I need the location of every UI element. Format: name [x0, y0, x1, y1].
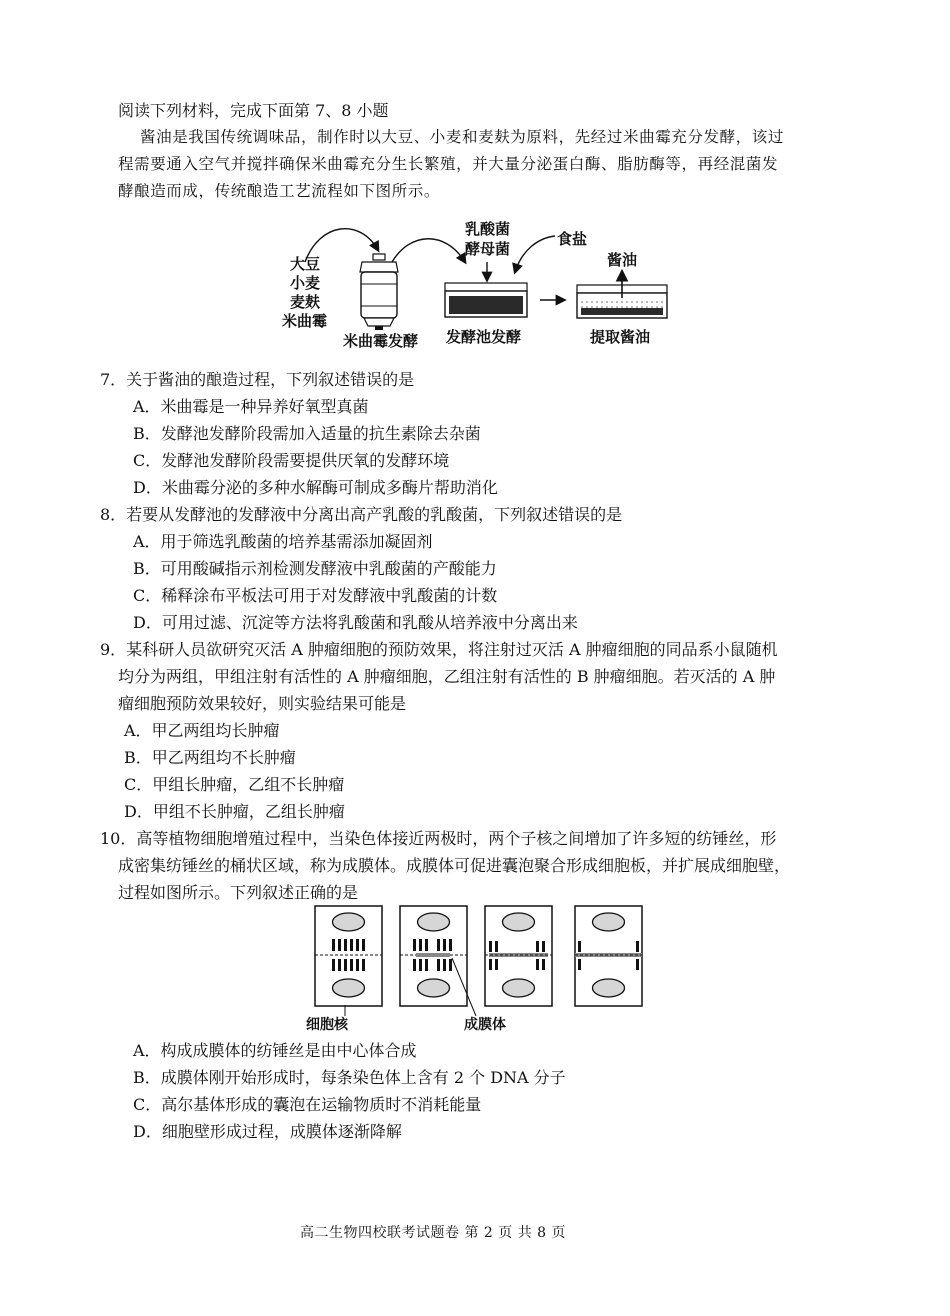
- ingredient-bran: 麦麸: [290, 293, 321, 311]
- q8-stem: 8．若要从发酵池的发酵液中分离出高产乳酸的乳酸菌，下列叙述错误的是: [100, 505, 623, 524]
- q10-option-c: C．高尔基体形成的囊泡在运输物质时不消耗能量: [133, 1095, 482, 1114]
- q9-stem-line-2: 均分为两组，甲组注射有活性的 A 肿瘤细胞，乙组注射有活性的 B 肿瘤细胞。若灭活的 A 肿: [118, 667, 776, 686]
- q8-option-c: C．稀释涂布平板法可用于对发酵液中乳酸菌的计数: [133, 586, 498, 605]
- passage-line-1: 酱油是我国传统调味品，制作时以大豆、小麦和麦麸为原料，先经过米曲霉充分发酵，该过: [140, 128, 785, 146]
- q9-option-c: C．甲组长肿瘤，乙组不长肿瘤: [124, 775, 345, 794]
- stage-extract-soy-sauce: 提取酱油: [590, 328, 651, 346]
- passage-line-2: 程需要通入空气并搅拌确保米曲霉充分生长繁殖，并大量分泌蛋白酶、脂肪酶等，再经混菌发: [118, 155, 779, 173]
- product-soy-sauce: 酱油: [607, 251, 638, 269]
- ingredient-wheat: 小麦: [290, 274, 321, 292]
- salt-label: 食盐: [557, 230, 588, 248]
- q7-option-d: D．米曲霉分泌的多种水解酶可制成多酶片帮助消化: [133, 478, 498, 497]
- passage-heading: 阅读下列材料，完成下面第 7、8 小题: [118, 101, 389, 120]
- q9-option-a: A．甲乙两组均长肿瘤: [124, 721, 280, 740]
- q10-stem-line-2: 成密集纺锤丝的桶状区域，称为成膜体。成膜体可促进囊泡聚合形成细胞板，并扩展成细胞壁，: [118, 856, 791, 875]
- ingredient-aspergillus: 米曲霉: [282, 312, 328, 330]
- q8-option-a: A．用于筛选乳酸菌的培养基需添加凝固剂: [133, 532, 433, 551]
- passage-line-3: 酵酿造而成，传统酿造工艺流程如下图所示。: [118, 182, 441, 200]
- q7-stem: 7．关于酱油的酿造过程，下列叙述错误的是: [100, 370, 415, 389]
- q9-stem-line-1: 9．某科研人员欲研究灭活 A 肿瘤细胞的预防效果，将注射过灭活 A 肿瘤细胞的同品系小鼠随机: [100, 640, 778, 659]
- q9-stem-line-3: 瘤细胞预防效果较好，则实验结果可能是: [118, 694, 407, 713]
- q7-option-c: C．发酵池发酵阶段需要提供厌氧的发酵环境: [133, 451, 450, 470]
- microbe-yeast: 酵母菌: [465, 240, 511, 258]
- q10-option-d: D．细胞壁形成过程，成膜体逐渐降解: [133, 1122, 402, 1141]
- q9-option-b: B．甲乙两组均不长肿瘤: [124, 748, 296, 767]
- page-footer: 高二生物四校联考试题卷 第 2 页 共 8 页: [300, 1225, 567, 1241]
- q10-option-b: B．成膜体刚开始形成时，每条染色体上含有 2 个 DNA 分子: [133, 1068, 566, 1087]
- q7-option-a: A．米曲霉是一种异养好氧型真菌: [133, 397, 369, 416]
- q10-stem-line-1: 10．高等植物细胞增殖过程中，当染色体接近两极时，两个子核之间增加了许多短的纺锤丝，形: [100, 829, 777, 848]
- stage-pool-fermentation: 发酵池发酵: [446, 328, 522, 346]
- cell-stage-3: [485, 906, 552, 1006]
- cell-stage-4: [575, 906, 642, 1006]
- label-nucleus: 细胞核: [306, 1017, 348, 1033]
- q8-option-d: D．可用过滤、沉淀等方法将乳酸菌和乳酸从培养液中分离出来: [133, 613, 578, 632]
- q8-option-b: B．可用酸碱指示剂检测发酵液中乳酸菌的产酸能力: [133, 559, 497, 578]
- q7-option-b: B．发酵池发酵阶段需加入适量的抗生素除去杂菌: [133, 424, 481, 443]
- cell-stage-2: [400, 906, 467, 1006]
- q9-option-d: D．甲组不长肿瘤，乙组长肿瘤: [124, 802, 345, 821]
- stage-aspergillus-fermentation: 米曲霉发酵: [343, 332, 419, 350]
- microbe-lactobacillus: 乳酸菌: [465, 220, 511, 238]
- q10-stem-line-3: 过程如图所示。下列叙述正确的是: [118, 883, 359, 902]
- cell-stage-1: [315, 906, 382, 1006]
- label-phragmoplast: 成膜体: [464, 1017, 506, 1033]
- ingredient-soybean: 大豆: [290, 255, 321, 273]
- q10-option-a: A．构成成膜体的纺锤丝是由中心体合成: [133, 1041, 417, 1060]
